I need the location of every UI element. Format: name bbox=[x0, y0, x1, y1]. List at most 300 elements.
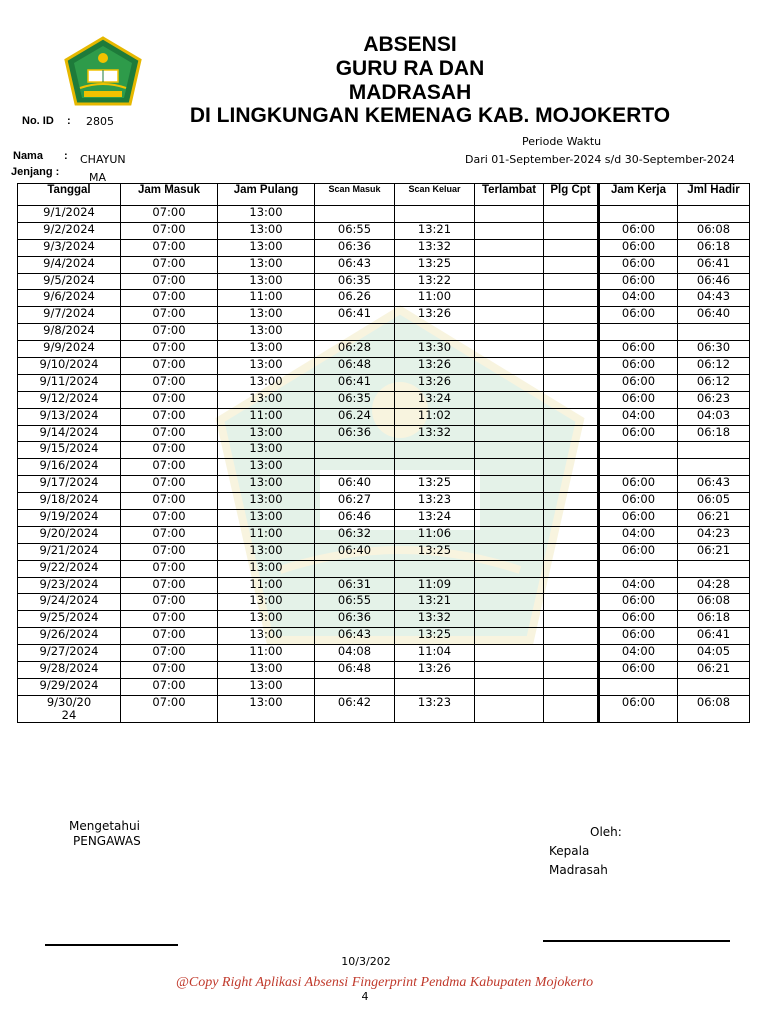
cell-start-time: 07:00 bbox=[121, 526, 218, 543]
cell-start-time: 07:00 bbox=[121, 594, 218, 611]
cell-late bbox=[475, 543, 544, 560]
title-line-4: DI LINGKUNGAN KEMENAG KAB. MOJOKERTO bbox=[189, 104, 671, 127]
cell-end-time: 13:00 bbox=[218, 594, 315, 611]
cell-scan-out: 11:04 bbox=[395, 645, 475, 662]
cell-attendance-total: 06:30 bbox=[678, 341, 750, 358]
cell-scan-out: 13:24 bbox=[395, 510, 475, 527]
cell-late bbox=[475, 526, 544, 543]
cell-end-time: 13:00 bbox=[218, 442, 315, 459]
cell-work-hours: 06:00 bbox=[599, 611, 678, 628]
cell-start-time: 07:00 bbox=[121, 358, 218, 375]
cell-end-time: 13:00 bbox=[218, 543, 315, 560]
cell-attendance-total: 06:40 bbox=[678, 307, 750, 324]
cell-scan-out bbox=[395, 459, 475, 476]
cell-work-hours bbox=[599, 678, 678, 695]
cell-start-time: 07:00 bbox=[121, 324, 218, 341]
cell-end-time: 11:00 bbox=[218, 645, 315, 662]
cell-attendance-total: 06:08 bbox=[678, 222, 750, 239]
cell-date: 9/15/2024 bbox=[18, 442, 121, 459]
cell-scan-in: 06:35 bbox=[315, 391, 395, 408]
cell-scan-out: 11:09 bbox=[395, 577, 475, 594]
attendance-table-body bbox=[18, 206, 750, 723]
cell-attendance-total: 06:21 bbox=[678, 543, 750, 560]
cell-end-time: 13:00 bbox=[218, 358, 315, 375]
level-value: MA bbox=[89, 171, 107, 184]
cell-attendance-total: 06:21 bbox=[678, 662, 750, 679]
table-row bbox=[18, 442, 750, 459]
cell-work-hours: 06:00 bbox=[599, 662, 678, 679]
cell-work-hours bbox=[599, 442, 678, 459]
cell-end-time: 13:00 bbox=[218, 662, 315, 679]
cell-early-leave bbox=[544, 662, 599, 679]
cell-late bbox=[475, 206, 544, 223]
cell-late bbox=[475, 391, 544, 408]
cell-late bbox=[475, 290, 544, 307]
cell-late bbox=[475, 476, 544, 493]
cell-scan-in: 06:40 bbox=[315, 543, 395, 560]
cell-start-time: 07:00 bbox=[121, 307, 218, 324]
cell-date: 9/8/2024 bbox=[18, 324, 121, 341]
cell-date: 9/17/2024 bbox=[18, 476, 121, 493]
cell-scan-in: 06:48 bbox=[315, 662, 395, 679]
cell-scan-in: 04:08 bbox=[315, 645, 395, 662]
col-header-scan-out: Scan Keluar bbox=[395, 184, 475, 206]
id-value: 2805 bbox=[86, 115, 114, 128]
cell-date: 9/13/2024 bbox=[18, 408, 121, 425]
cell-scan-in: 06:31 bbox=[315, 577, 395, 594]
cell-scan-in bbox=[315, 442, 395, 459]
cell-date: 9/6/2024 bbox=[18, 290, 121, 307]
cell-late bbox=[475, 341, 544, 358]
name-label: Nama bbox=[13, 150, 43, 162]
cell-scan-in bbox=[315, 678, 395, 695]
title-line-2: GURU RA DAN bbox=[335, 57, 485, 80]
cell-date: 9/28/2024 bbox=[18, 662, 121, 679]
cell-start-time: 07:00 bbox=[121, 290, 218, 307]
cell-work-hours: 06:00 bbox=[599, 628, 678, 645]
cell-attendance-total: 04:23 bbox=[678, 526, 750, 543]
cell-scan-in bbox=[315, 206, 395, 223]
cell-attendance-total: 06:12 bbox=[678, 374, 750, 391]
cell-work-hours: 06:00 bbox=[599, 391, 678, 408]
cell-start-time: 07:00 bbox=[121, 560, 218, 577]
cell-start-time: 07:00 bbox=[121, 543, 218, 560]
table-row bbox=[18, 560, 750, 577]
cell-work-hours bbox=[599, 324, 678, 341]
cell-work-hours: 04:00 bbox=[599, 645, 678, 662]
cell-date: 9/20/2024 bbox=[18, 526, 121, 543]
cell-start-time: 07:00 bbox=[121, 695, 218, 722]
cell-late bbox=[475, 695, 544, 722]
cell-date: 9/21/2024 bbox=[18, 543, 121, 560]
cell-attendance-total bbox=[678, 324, 750, 341]
cell-start-time: 07:00 bbox=[121, 611, 218, 628]
cell-start-time: 07:00 bbox=[121, 678, 218, 695]
cell-scan-out bbox=[395, 442, 475, 459]
cell-end-time: 11:00 bbox=[218, 408, 315, 425]
cell-date: 9/23/2024 bbox=[18, 577, 121, 594]
table-row bbox=[18, 543, 750, 560]
cell-start-time: 07:00 bbox=[121, 510, 218, 527]
table-row bbox=[18, 222, 750, 239]
cell-end-time: 13:00 bbox=[218, 239, 315, 256]
cell-work-hours: 06:00 bbox=[599, 543, 678, 560]
cell-scan-out: 11:00 bbox=[395, 290, 475, 307]
cell-attendance-total: 06:08 bbox=[678, 594, 750, 611]
cell-start-time: 07:00 bbox=[121, 341, 218, 358]
cell-start-time: 07:00 bbox=[121, 374, 218, 391]
name-separator: : bbox=[64, 150, 68, 162]
cell-end-time: 13:00 bbox=[218, 510, 315, 527]
cell-scan-out: 13:26 bbox=[395, 358, 475, 375]
table-row bbox=[18, 510, 750, 527]
cell-work-hours bbox=[599, 459, 678, 476]
table-row bbox=[18, 695, 750, 722]
cell-scan-out: 13:23 bbox=[395, 493, 475, 510]
cell-late bbox=[475, 611, 544, 628]
table-row bbox=[18, 459, 750, 476]
cell-start-time: 07:00 bbox=[121, 239, 218, 256]
cell-early-leave bbox=[544, 560, 599, 577]
cell-date: 9/25/2024 bbox=[18, 611, 121, 628]
copyright-notice: @Copy Right Aplikasi Absensi Fingerprint Pendma Kabupaten Mojokerto bbox=[176, 975, 594, 990]
col-header-attendance-total: Jml Hadir bbox=[678, 184, 750, 206]
cell-end-time: 13:00 bbox=[218, 560, 315, 577]
cell-work-hours: 06:00 bbox=[599, 358, 678, 375]
cell-end-time: 13:00 bbox=[218, 222, 315, 239]
cell-attendance-total bbox=[678, 459, 750, 476]
cell-attendance-total: 06:18 bbox=[678, 425, 750, 442]
title-line-3: MADRASAH bbox=[348, 81, 472, 104]
cell-start-time: 07:00 bbox=[121, 476, 218, 493]
id-label: No. ID bbox=[22, 115, 54, 127]
acknowledged-label: Mengetahui bbox=[69, 819, 140, 833]
cell-scan-in: 06:28 bbox=[315, 341, 395, 358]
cell-scan-in: 06:43 bbox=[315, 256, 395, 273]
cell-attendance-total: 06:41 bbox=[678, 256, 750, 273]
supervisor-signature-line bbox=[45, 944, 178, 946]
cell-date: 9/9/2024 bbox=[18, 341, 121, 358]
cell-scan-out: 13:23 bbox=[395, 695, 475, 722]
print-date-line-1: 10/3/202 bbox=[341, 955, 391, 968]
cell-scan-out: 13:32 bbox=[395, 425, 475, 442]
cell-attendance-total bbox=[678, 560, 750, 577]
table-row bbox=[18, 628, 750, 645]
cell-end-time: 13:00 bbox=[218, 611, 315, 628]
table-row bbox=[18, 324, 750, 341]
cell-work-hours: 04:00 bbox=[599, 290, 678, 307]
cell-scan-out bbox=[395, 678, 475, 695]
cell-attendance-total: 06:12 bbox=[678, 358, 750, 375]
cell-date: 9/18/2024 bbox=[18, 493, 121, 510]
cell-scan-in: 06:43 bbox=[315, 628, 395, 645]
cell-date: 9/2/2024 bbox=[18, 222, 121, 239]
cell-scan-in: 06:55 bbox=[315, 594, 395, 611]
cell-work-hours: 06:00 bbox=[599, 307, 678, 324]
cell-scan-out: 13:26 bbox=[395, 307, 475, 324]
cell-start-time: 07:00 bbox=[121, 442, 218, 459]
table-row bbox=[18, 374, 750, 391]
table-row bbox=[18, 391, 750, 408]
cell-attendance-total: 06:46 bbox=[678, 273, 750, 290]
cell-late bbox=[475, 645, 544, 662]
cell-date: 9/26/2024 bbox=[18, 628, 121, 645]
cell-start-time: 07:00 bbox=[121, 493, 218, 510]
cell-date: 9/11/2024 bbox=[18, 374, 121, 391]
cell-work-hours: 06:00 bbox=[599, 510, 678, 527]
table-row bbox=[18, 273, 750, 290]
table-row bbox=[18, 358, 750, 375]
table-row bbox=[18, 526, 750, 543]
cell-late bbox=[475, 425, 544, 442]
cell-work-hours: 04:00 bbox=[599, 577, 678, 594]
cell-attendance-total bbox=[678, 206, 750, 223]
cell-date: 9/27/2024 bbox=[18, 645, 121, 662]
cell-scan-in: 06:36 bbox=[315, 611, 395, 628]
col-header-work-hours: Jam Kerja bbox=[599, 184, 678, 206]
cell-early-leave bbox=[544, 611, 599, 628]
cell-scan-out: 13:26 bbox=[395, 374, 475, 391]
cell-scan-out bbox=[395, 560, 475, 577]
cell-scan-out: 13:25 bbox=[395, 628, 475, 645]
cell-end-time: 13:00 bbox=[218, 628, 315, 645]
cell-early-leave bbox=[544, 307, 599, 324]
cell-scan-out bbox=[395, 324, 475, 341]
cell-scan-in: 06:40 bbox=[315, 476, 395, 493]
cell-late bbox=[475, 358, 544, 375]
cell-attendance-total: 04:28 bbox=[678, 577, 750, 594]
cell-end-time: 13:00 bbox=[218, 695, 315, 722]
cell-work-hours: 04:00 bbox=[599, 408, 678, 425]
cell-scan-in: 06.26 bbox=[315, 290, 395, 307]
cell-early-leave bbox=[544, 324, 599, 341]
cell-work-hours: 06:00 bbox=[599, 594, 678, 611]
cell-date: 9/4/2024 bbox=[18, 256, 121, 273]
cell-date: 9/12/2024 bbox=[18, 391, 121, 408]
cell-end-time: 13:00 bbox=[218, 307, 315, 324]
cell-end-time: 13:00 bbox=[218, 678, 315, 695]
cell-work-hours bbox=[599, 560, 678, 577]
cell-early-leave bbox=[544, 408, 599, 425]
cell-date: 9/30/20 24 bbox=[18, 695, 121, 722]
cell-work-hours: 06:00 bbox=[599, 425, 678, 442]
period-range: Dari 01-September-2024 s/d 30-September-2024 bbox=[465, 153, 735, 166]
cell-date: 9/10/2024 bbox=[18, 358, 121, 375]
cell-end-time: 13:00 bbox=[218, 341, 315, 358]
cell-early-leave bbox=[544, 239, 599, 256]
cell-date: 9/1/2024 bbox=[18, 206, 121, 223]
cell-late bbox=[475, 594, 544, 611]
cell-attendance-total: 06:43 bbox=[678, 476, 750, 493]
cell-late bbox=[475, 408, 544, 425]
kemenag-logo bbox=[62, 36, 144, 106]
cell-start-time: 07:00 bbox=[121, 662, 218, 679]
table-row bbox=[18, 662, 750, 679]
cell-early-leave bbox=[544, 374, 599, 391]
table-row bbox=[18, 493, 750, 510]
cell-work-hours: 06:00 bbox=[599, 222, 678, 239]
period-label: Periode Waktu bbox=[522, 135, 602, 148]
cell-attendance-total bbox=[678, 442, 750, 459]
cell-scan-in: 06:46 bbox=[315, 510, 395, 527]
table-row bbox=[18, 594, 750, 611]
cell-late bbox=[475, 239, 544, 256]
cell-work-hours: 06:00 bbox=[599, 256, 678, 273]
col-header-start-time: Jam Masuk bbox=[121, 184, 218, 206]
table-row bbox=[18, 256, 750, 273]
cell-scan-in bbox=[315, 324, 395, 341]
cell-attendance-total: 06:23 bbox=[678, 391, 750, 408]
cell-attendance-total: 06:21 bbox=[678, 510, 750, 527]
table-row bbox=[18, 645, 750, 662]
cell-scan-out: 13:25 bbox=[395, 476, 475, 493]
name-value: CHAYUN bbox=[80, 153, 126, 166]
cell-attendance-total: 06:41 bbox=[678, 628, 750, 645]
cell-scan-out: 13:26 bbox=[395, 662, 475, 679]
cell-end-time: 13:00 bbox=[218, 493, 315, 510]
cell-date: 9/7/2024 bbox=[18, 307, 121, 324]
cell-attendance-total: 06:18 bbox=[678, 239, 750, 256]
table-row bbox=[18, 678, 750, 695]
cell-date: 9/19/2024 bbox=[18, 510, 121, 527]
cell-start-time: 07:00 bbox=[121, 425, 218, 442]
cell-work-hours bbox=[599, 206, 678, 223]
cell-early-leave bbox=[544, 425, 599, 442]
cell-start-time: 07:00 bbox=[121, 459, 218, 476]
table-row bbox=[18, 577, 750, 594]
cell-attendance-total: 04:05 bbox=[678, 645, 750, 662]
cell-attendance-total: 04:43 bbox=[678, 290, 750, 307]
cell-start-time: 07:00 bbox=[121, 408, 218, 425]
cell-early-leave bbox=[544, 526, 599, 543]
cell-early-leave bbox=[544, 594, 599, 611]
cell-early-leave bbox=[544, 645, 599, 662]
table-row bbox=[18, 341, 750, 358]
cell-work-hours: 04:00 bbox=[599, 526, 678, 543]
cell-start-time: 07:00 bbox=[121, 206, 218, 223]
cell-scan-out: 13:32 bbox=[395, 611, 475, 628]
cell-scan-out: 13:21 bbox=[395, 594, 475, 611]
cell-date: 9/3/2024 bbox=[18, 239, 121, 256]
cell-scan-in: 06:48 bbox=[315, 358, 395, 375]
table-header-row bbox=[18, 184, 750, 206]
col-header-early-leave: Plg Cpt bbox=[544, 184, 599, 206]
cell-date: 9/22/2024 bbox=[18, 560, 121, 577]
cell-end-time: 13:00 bbox=[218, 206, 315, 223]
table-row bbox=[18, 408, 750, 425]
cell-late bbox=[475, 222, 544, 239]
cell-scan-out: 13:32 bbox=[395, 239, 475, 256]
cell-late bbox=[475, 510, 544, 527]
cell-attendance-total: 06:18 bbox=[678, 611, 750, 628]
cell-early-leave bbox=[544, 476, 599, 493]
cell-early-leave bbox=[544, 493, 599, 510]
table-row bbox=[18, 425, 750, 442]
cell-early-leave bbox=[544, 206, 599, 223]
cell-start-time: 07:00 bbox=[121, 645, 218, 662]
cell-scan-out: 13:25 bbox=[395, 543, 475, 560]
cell-scan-out bbox=[395, 206, 475, 223]
cell-early-leave bbox=[544, 510, 599, 527]
cell-early-leave bbox=[544, 543, 599, 560]
cell-end-time: 13:00 bbox=[218, 374, 315, 391]
cell-late bbox=[475, 493, 544, 510]
cell-late bbox=[475, 577, 544, 594]
cell-scan-in: 06:36 bbox=[315, 425, 395, 442]
cell-end-time: 13:00 bbox=[218, 476, 315, 493]
cell-late bbox=[475, 324, 544, 341]
cell-end-time: 13:00 bbox=[218, 273, 315, 290]
table-row bbox=[18, 611, 750, 628]
cell-early-leave bbox=[544, 442, 599, 459]
cell-work-hours: 06:00 bbox=[599, 374, 678, 391]
cell-scan-out: 13:24 bbox=[395, 391, 475, 408]
cell-end-time: 13:00 bbox=[218, 256, 315, 273]
cell-scan-out: 13:30 bbox=[395, 341, 475, 358]
supervisor-label: PENGAWAS bbox=[73, 834, 141, 848]
cell-early-leave bbox=[544, 577, 599, 594]
cell-scan-in: 06:36 bbox=[315, 239, 395, 256]
cell-attendance-total bbox=[678, 678, 750, 695]
principal-label-2: Madrasah bbox=[549, 863, 608, 877]
cell-start-time: 07:00 bbox=[121, 256, 218, 273]
cell-end-time: 13:00 bbox=[218, 459, 315, 476]
table-row bbox=[18, 206, 750, 223]
cell-early-leave bbox=[544, 678, 599, 695]
level-label: Jenjang : bbox=[11, 166, 60, 178]
print-date bbox=[330, 955, 402, 968]
col-header-scan-in: Scan Masuk bbox=[315, 184, 395, 206]
cell-scan-in: 06:42 bbox=[315, 695, 395, 722]
table-row bbox=[18, 476, 750, 493]
cell-start-time: 07:00 bbox=[121, 577, 218, 594]
cell-date: 9/5/2024 bbox=[18, 273, 121, 290]
cell-end-time: 13:00 bbox=[218, 425, 315, 442]
table-row bbox=[18, 239, 750, 256]
cell-scan-out: 13:21 bbox=[395, 222, 475, 239]
cell-early-leave bbox=[544, 273, 599, 290]
col-header-late: Terlambat bbox=[475, 184, 544, 206]
cell-work-hours: 06:00 bbox=[599, 476, 678, 493]
table-row bbox=[18, 290, 750, 307]
cell-early-leave bbox=[544, 695, 599, 722]
cell-start-time: 07:00 bbox=[121, 391, 218, 408]
cell-end-time: 13:00 bbox=[218, 391, 315, 408]
cell-early-leave bbox=[544, 358, 599, 375]
cell-attendance-total: 04:03 bbox=[678, 408, 750, 425]
cell-scan-out: 11:06 bbox=[395, 526, 475, 543]
cell-late bbox=[475, 678, 544, 695]
cell-work-hours: 06:00 bbox=[599, 273, 678, 290]
cell-date: 9/24/2024 bbox=[18, 594, 121, 611]
cell-work-hours: 06:00 bbox=[599, 695, 678, 722]
cell-date: 9/14/2024 bbox=[18, 425, 121, 442]
cell-early-leave bbox=[544, 290, 599, 307]
col-header-end-time: Jam Pulang bbox=[218, 184, 315, 206]
cell-scan-in: 06.24 bbox=[315, 408, 395, 425]
cell-start-time: 07:00 bbox=[121, 628, 218, 645]
cell-late bbox=[475, 256, 544, 273]
cell-start-time: 07:00 bbox=[121, 222, 218, 239]
cell-early-leave bbox=[544, 391, 599, 408]
cell-scan-in bbox=[315, 560, 395, 577]
principal-signature-line bbox=[543, 940, 730, 942]
cell-scan-in: 06:41 bbox=[315, 307, 395, 324]
cell-scan-in: 06:32 bbox=[315, 526, 395, 543]
cell-attendance-total: 06:05 bbox=[678, 493, 750, 510]
id-separator: : bbox=[67, 115, 71, 127]
cell-date: 9/16/2024 bbox=[18, 459, 121, 476]
